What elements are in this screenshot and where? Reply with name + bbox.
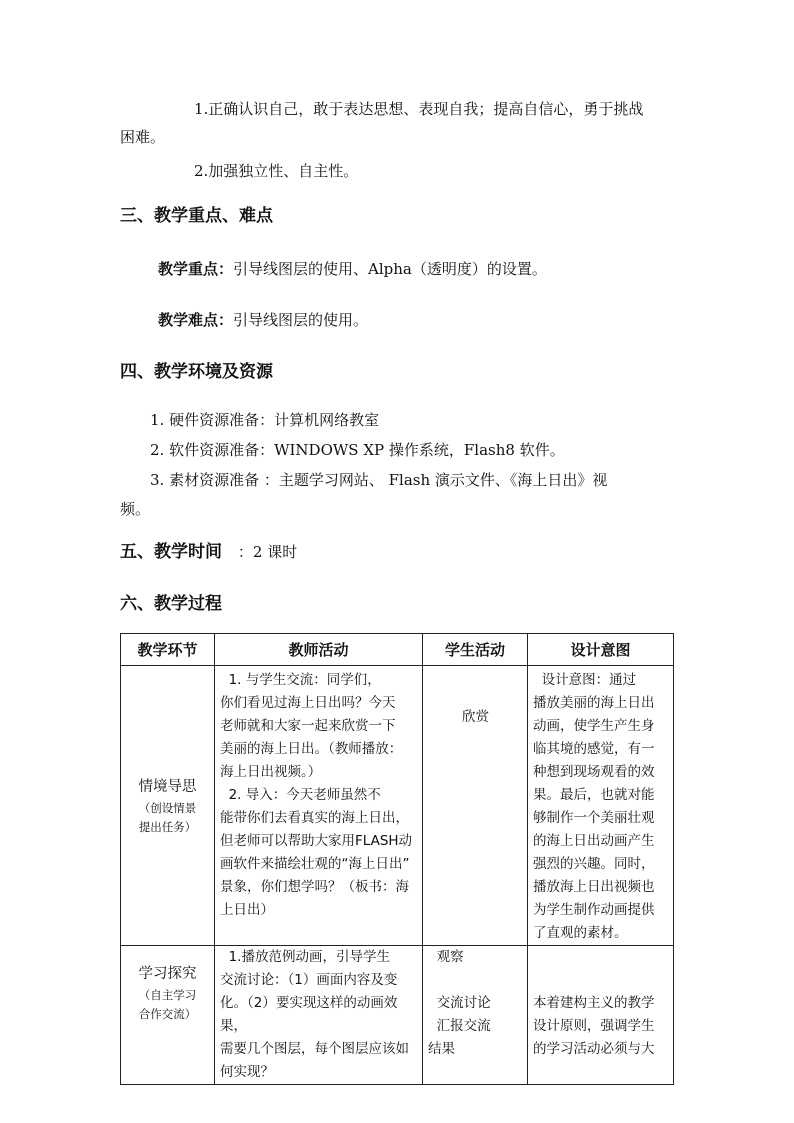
text-line: 果。最后，也就对能 [533,787,655,803]
text-line: 1.播放范例动画，引导学生 [220,949,390,965]
student-activity-cell [423,666,528,946]
design-intent-cell [528,946,674,1085]
resource-item-3-line-1: 3. 素材资源准备 ：主题学习网站、 Flash 演示文件、《海上日出》视 [150,471,608,489]
text-line [428,969,523,992]
text-line: 播放美丽的海上日出 [533,695,655,711]
goal-item-1-line-1: 1.正确认识自己，敢于表达思想、表现自我；提高自信心，勇于挑战 [194,100,644,118]
text-line: 老师就和大家一起来欣赏一下 [220,718,396,734]
header-student-activity: 学生活动 [423,634,528,666]
student-activity-cell [423,946,528,1085]
text-line: 交流讨论：（1）画面内容及变 [220,972,398,988]
resource-item-3-line-2: 频。 [120,500,151,518]
text-line: 画软件来描绘壮观的“海上日出” [220,856,410,872]
text-line: 化。（2）要实现这样的动画效果， [220,995,398,1034]
header-teacher-activity: 教师活动 [215,634,423,666]
table-row [121,666,674,946]
text-line: 上日出） [220,902,274,918]
text-line: 需要几个图层，每个图层应该如 [220,1041,409,1057]
section-4-heading: 四、教学环境及资源 [120,362,273,382]
text-line: 汇报交流 [428,1018,491,1034]
stage-note: 提出任务） [138,819,197,834]
teacher-activity-cell [215,666,423,946]
header-design-intent: 设计意图 [528,634,674,666]
difficulty-line [158,306,368,334]
section-5-title: 五、教学时间 [120,542,222,562]
text-line: 但老师可以帮助大家用FLASH动 [220,833,413,849]
text-line: 观察 [428,949,464,965]
goal-item-1-line-2: 困难。 [120,128,166,146]
stage-note: （自主学习 [138,988,197,1002]
table-header-row [121,634,674,666]
stage-name: 学习探究 [138,966,197,982]
text-line: 强烈的兴趣。同时， [533,856,655,872]
text-line: 动画，使学生产生身 [533,718,655,734]
text-line: 的海上日出动画产生 [533,833,655,849]
text-line: 1. 与学生交流：同学们， [220,672,381,688]
text-line: 的学习活动必须与大 [533,1041,655,1057]
text-line: 种想到现场观看的效 [533,764,655,780]
text-line: 交流讨论 [428,995,491,1011]
teacher-activity-cell [215,946,423,1085]
design-intent-cell [528,666,674,946]
teaching-hours: ：2 课时 [237,543,298,561]
stage-name: 情境导思 [138,778,197,795]
text-line: 临其境的感觉，有一 [533,741,655,757]
difficulty-label: 教学难点： [158,311,234,329]
key-point-line [158,255,547,283]
table-row [121,946,674,1085]
text-line: 美丽的海上日出。（教师播放： [220,741,403,757]
student-activity: 欣赏 [462,709,489,725]
text-line: 何实现？ [220,1064,274,1080]
text-line: 了直观的素材。 [533,925,628,941]
stage-cell [121,946,215,1085]
stage-note: 合作交流） [138,1007,197,1021]
section-6-heading: 六、教学过程 [120,594,222,614]
difficulty-text: 引导线图层的使用。 [233,311,369,329]
text-line: 海上日出视频。） [220,764,322,780]
key-point-text: 引导线图层的使用、Alpha（透明度）的设置。 [233,260,547,278]
text-line: 你们看见过海上日出吗？今天 [220,695,396,711]
text-line: 本着建构主义的教学 [533,995,655,1011]
stage-note: （创设情景 [138,800,197,815]
text-line: 设计意图：通过 [533,672,637,688]
stage-cell [121,666,215,946]
resource-item-2: 2. 软件资源准备：WINDOWS XP 操作系统，Flash8 软件。 [150,441,565,459]
text-line: 能带你们去看真实的海上日出， [220,810,409,826]
key-point-label: 教学重点： [158,260,234,278]
text-line: 够制作一个美丽壮观 [533,810,655,826]
resource-item-1: 1. 硬件资源准备：计算机网络教室 [150,411,380,429]
teaching-process-table [120,633,674,1085]
text-line: 为学生制作动画提供 [533,902,655,918]
goal-item-2: 2.加强独立性、自主性。 [194,162,359,180]
section-5-heading [120,538,297,566]
section-3-heading: 三、教学重点、难点 [120,206,273,226]
text-line: 结果 [428,1041,455,1057]
text-line: 2. 导入：今天老师虽然不 [220,787,381,803]
text-line: 播放海上日出视频也 [533,879,655,895]
text-line: 景象，你们想学吗？（板书：海 [220,879,409,895]
header-stage: 教学环节 [121,634,215,666]
text-line: 设计原则，强调学生 [533,1018,655,1034]
